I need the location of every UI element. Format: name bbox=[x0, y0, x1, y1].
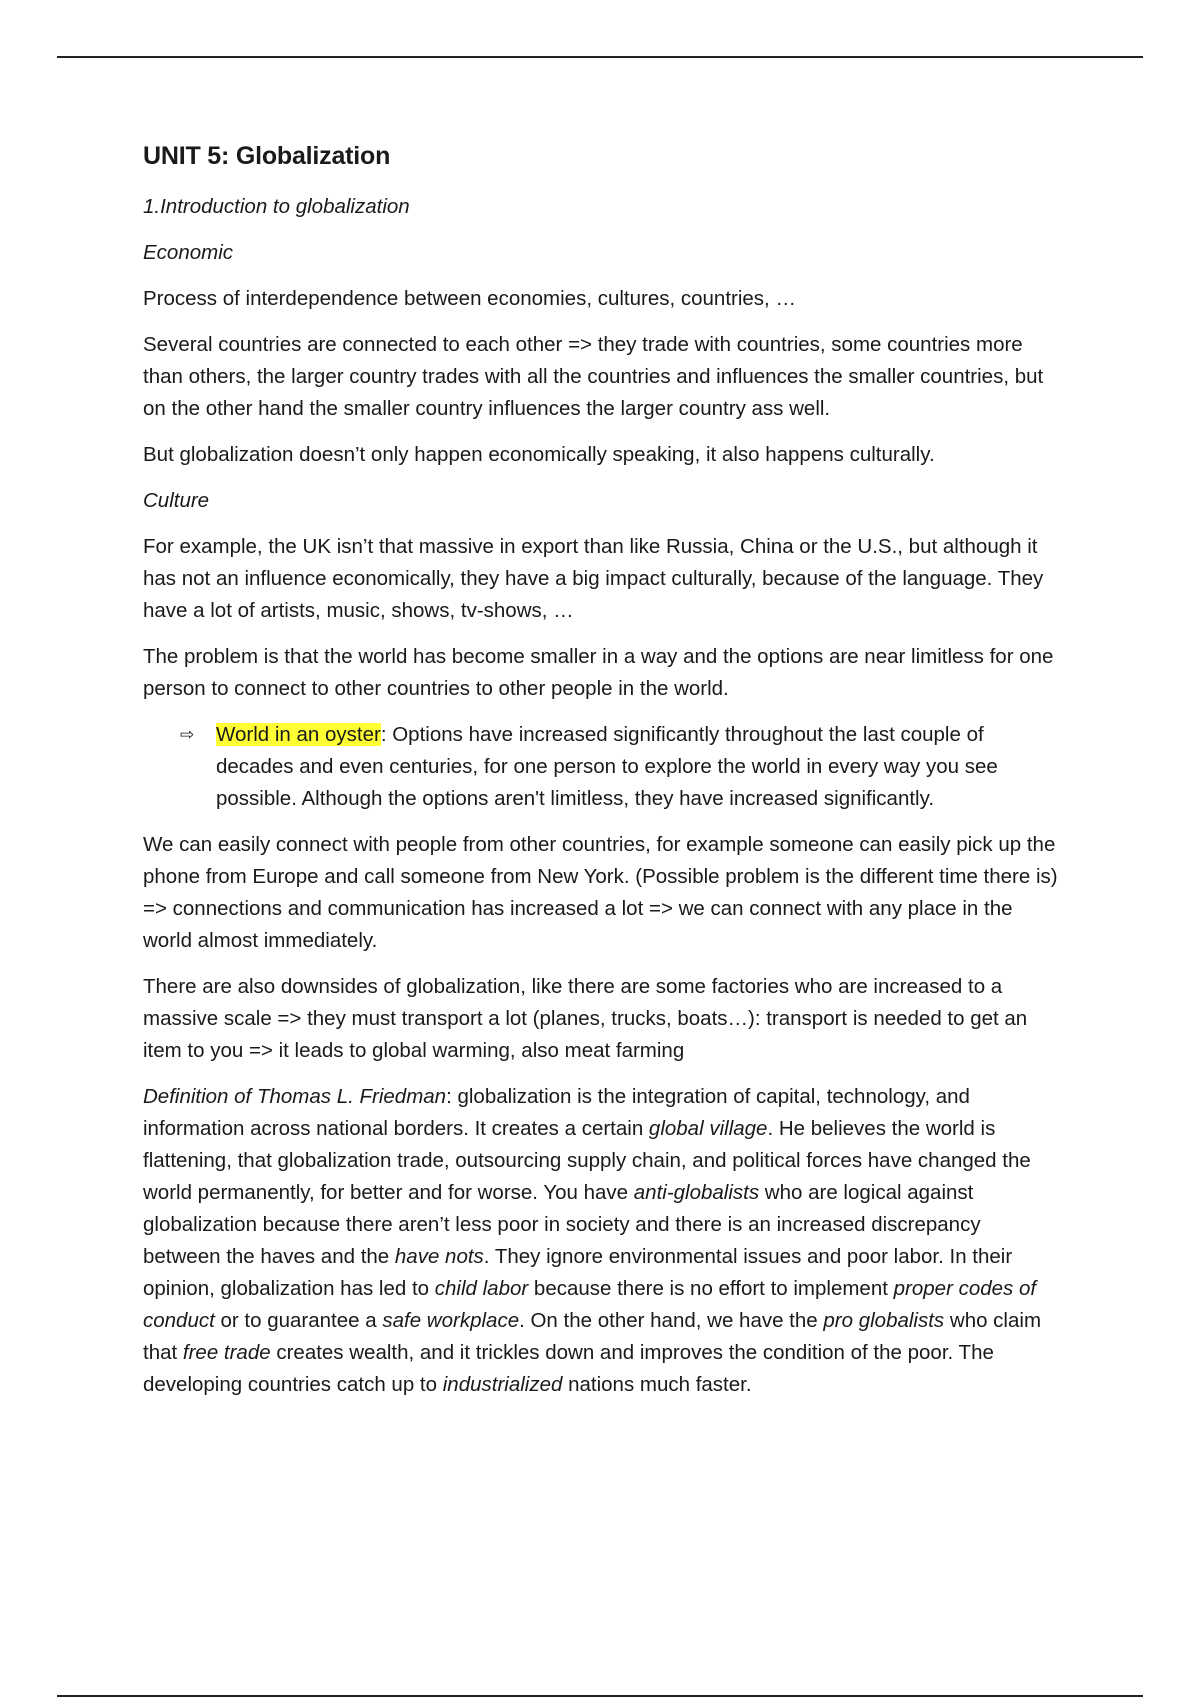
header-rule bbox=[57, 56, 1143, 58]
footer-rule bbox=[57, 1695, 1143, 1697]
section-heading: 1.Introduction to globalization bbox=[143, 194, 410, 218]
term-anti-globalists: anti-globalists bbox=[633, 1180, 760, 1204]
p8-text-7: . On the other hand, we have the bbox=[519, 1308, 824, 1332]
term-child-labor: child labor bbox=[434, 1276, 529, 1300]
paragraph-5: The problem is that the world has become smaller in a way and the options are near limitless for one person to connect to other countries to other people in the world. bbox=[143, 644, 1054, 700]
highlighted-term: World in an oyster bbox=[216, 722, 381, 746]
p8-text-5: because there is no effort to implement bbox=[528, 1276, 894, 1300]
p8-text-4: . They ignore environmental issues and poor labor. In their opinion, globalization has led to bbox=[143, 1244, 1013, 1300]
subheading-culture: Culture bbox=[143, 488, 210, 512]
p8-text-8: who claim that bbox=[143, 1308, 1042, 1364]
p8-text-6: or to guarantee a bbox=[214, 1308, 383, 1332]
term-have-nots: have nots bbox=[394, 1244, 484, 1268]
bullet-text: : Options have increased significantly throughout the last couple of decades and even centuries, for one person to explore the world in every way you see possible. Although the options aren't limitless, they have increased significantly. bbox=[216, 722, 998, 810]
page-title: UNIT 5: Globalization bbox=[143, 142, 391, 170]
paragraph-1: Process of interdependence between economies, cultures, countries, … bbox=[143, 286, 796, 310]
term-global-village: global village bbox=[648, 1116, 768, 1140]
definition-label: Definition of Thomas L. Friedman bbox=[143, 1084, 447, 1108]
subheading-economic: Economic bbox=[143, 240, 234, 264]
p8-text-3: who are logical against globalization because there aren’t less poor in society and there is an increased discrepancy between the haves and the bbox=[143, 1180, 981, 1268]
p8-text-10: nations much faster. bbox=[562, 1372, 752, 1396]
paragraph-2: Several countries are connected to each other => they trade with countries, some countries more than others, the larger country trades with all the countries and influences the smaller countries, but on the other hand the smaller country influences the larger country ass well. bbox=[143, 332, 1044, 420]
bullet-item bbox=[143, 719, 1063, 815]
term-codes-of-conduct: proper codes of conduct bbox=[143, 1276, 1037, 1332]
paragraph-3: But globalization doesn’t only happen economically speaking, it also happens culturally. bbox=[143, 442, 935, 466]
paragraph-4: For example, the UK isn’t that massive in export than like Russia, China or the U.S., but although it has not an influence economically, they have a big impact culturally, because of the language. They have a lot of artists, music, shows, tv-shows, … bbox=[143, 534, 1044, 622]
term-pro-globalists: pro globalists bbox=[823, 1308, 945, 1332]
paragraph-7: There are also downsides of globalization, like there are some factories who are increased to a massive scale => they must transport a lot (planes, trucks, boats…): transport is needed to get an item to you => it leads to global warming, also meat farming bbox=[143, 974, 1028, 1062]
arrow-bullet-icon: ⇨ bbox=[180, 724, 195, 744]
paragraph-8 bbox=[143, 1081, 1063, 1401]
p8-text-2: . He believes the world is flattening, that globalization trade, outsourcing supply chain, and political forces have changed the world permanently, for better and for worse. You have bbox=[143, 1116, 1031, 1204]
p8-text-9: creates wealth, and it trickles down and improves the condition of the poor. The developing countries catch up to bbox=[143, 1340, 994, 1396]
p8-text-1: : globalization is the integration of capital, technology, and information across national borders. It creates a certain bbox=[143, 1084, 970, 1140]
paragraph-6: We can easily connect with people from other countries, for example someone can easily pick up the phone from Europe and call someone from New York. (Possible problem is the different time there is) => connections and communication has increased a lot => we can connect with any place in the world almost immediately. bbox=[143, 832, 1058, 952]
document-page bbox=[143, 140, 1063, 1415]
term-free-trade: free trade bbox=[182, 1340, 271, 1364]
term-industrialized: industrialized bbox=[442, 1372, 563, 1396]
term-safe-workplace: safe workplace bbox=[382, 1308, 520, 1332]
